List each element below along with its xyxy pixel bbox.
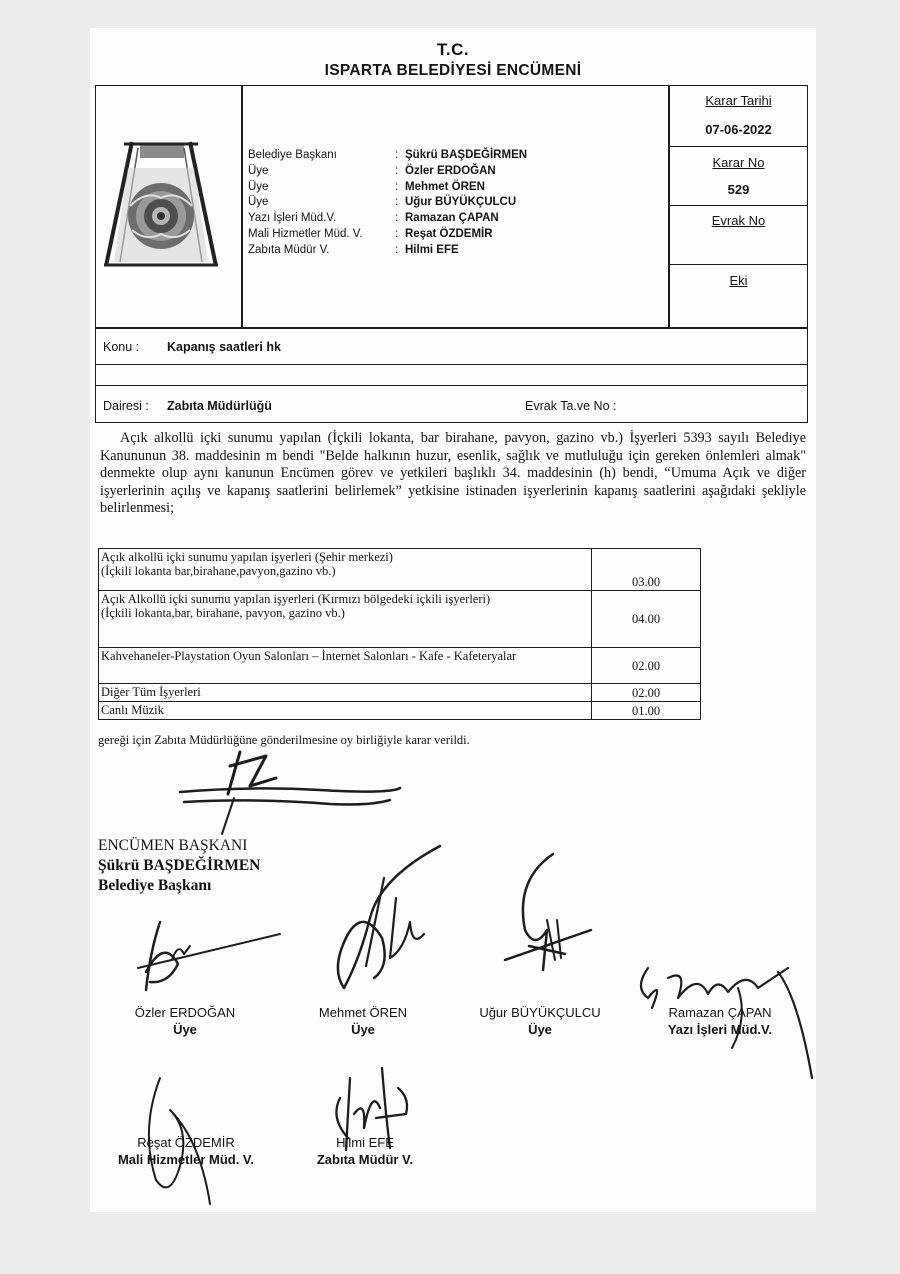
president-title: ENCÜMEN BAŞKANI (98, 837, 248, 854)
closing-sentence: gereği için Zabıta Müdürlüğüne gönderilmesine oy birliğiyle karar verildi. (98, 733, 470, 747)
separator: : (395, 212, 399, 225)
dairesi-value: Zabıta Müdürlüğü (167, 399, 272, 413)
signatory-block (290, 1134, 440, 1168)
closing-time-cell: 02.00 (592, 684, 701, 702)
business-type-line: (İçkili lokanta bar,birahane,pavyon,gazino vb.) (101, 564, 336, 578)
table-row (99, 648, 701, 684)
signatory-role: Üye (173, 1022, 197, 1037)
member-name: Hilmi EFE (405, 243, 459, 256)
closing-time-cell: 03.00 (592, 549, 701, 591)
president-role: Belediye Başkanı (98, 877, 212, 894)
dairesi-label: Dairesi : (103, 399, 149, 413)
signatory-name: Hilmi EFE (336, 1135, 394, 1150)
president-block (98, 836, 260, 896)
signatory-name: Ramazan ÇAPAN (668, 1005, 772, 1020)
header-line2: ISPARTA BELEDİYESİ ENCÜMENİ (324, 62, 582, 79)
konu-value: Kapanış saatleri hk (167, 340, 281, 354)
member-role: Zabıta Müdür V. (248, 243, 330, 256)
business-type-line: Kahvehaneler-Playstation Oyun Salonları – İnternet Salonları - Kafe - Kafeteryalar (101, 649, 517, 663)
evrak-ta-label: Evrak Ta.ve No : (525, 399, 617, 413)
table-row (99, 702, 701, 720)
eki-label: Eki (729, 273, 748, 288)
closing-time-cell: 01.00 (592, 702, 701, 720)
decision-body (100, 430, 806, 518)
signatory-role: Üye (528, 1022, 552, 1037)
meta-line-1 (668, 146, 808, 147)
separator: : (395, 196, 399, 209)
business-type-line: Diğer Tüm İşyerleri (101, 685, 201, 699)
separator: : (395, 243, 399, 256)
decision-paragraph: Açık alkollü içki sunumu yapılan (İçkili lokanta, bar birahane, pavyon, gazino vb.) İşyerleri 5393 sayılı Belediye Kanununun 38. maddesinin m bendi "Belde halkının huzur, esenlik, sağlık ve mutluluğu için gereken önlemleri almak" denmekte olup aynı kanunun Encümen görev ve yetkileri başlıklı 34. maddesinin (h) bendi, “Umuma Açık ve diğer işyerlerinin açılış ve kapanış saatlerini belirlemek” yetkisine istinaden işyerlerinin kapanış saatlerini aşağıdaki şekliyle belirlenmesi; (100, 430, 806, 517)
business-type-cell (99, 591, 592, 648)
signatory-role: Yazı İşleri Müd.V. (667, 1022, 773, 1037)
closing-time-cell: 02.00 (592, 648, 701, 684)
member-names (405, 148, 527, 259)
member-roles (248, 148, 363, 259)
member-role: Üye (248, 180, 269, 193)
signature-president-icon (170, 742, 410, 842)
member-role: Yazı İşleri Müd.V. (248, 212, 337, 225)
meta-line-2 (668, 205, 808, 206)
closing-time-cell: 04.00 (592, 591, 701, 648)
signature-buyukculcu-icon (495, 850, 605, 980)
signatory-name: Mehmet ÖREN (318, 1005, 408, 1020)
business-type-cell (99, 702, 592, 720)
header-divider-left (241, 85, 243, 328)
konu-label: Konu : (103, 340, 140, 354)
municipality-logo-icon (100, 138, 222, 272)
member-name: Ramazan ÇAPAN (405, 212, 499, 225)
karar-tarihi-label: Karar Tarihi (705, 93, 772, 108)
business-type-cell (99, 684, 592, 702)
member-role: Belediye Başkanı (248, 149, 337, 161)
member-name: Özler ERDOĞAN (405, 164, 496, 177)
business-type-cell (99, 648, 592, 684)
signatory-block (110, 1004, 260, 1038)
header-line1: T.C. (436, 40, 470, 59)
table-row (99, 684, 701, 702)
signatory-name: Reşat ÖZDEMİR (137, 1135, 235, 1150)
signatory-name: Özler ERDOĞAN (134, 1005, 236, 1020)
business-type-cell (99, 549, 592, 591)
separator: : (395, 180, 399, 193)
evrak-no-label: Evrak No (711, 213, 766, 228)
member-name: Reşat ÖZDEMİR (405, 227, 493, 240)
member-name: Mehmet ÖREN (405, 180, 485, 193)
spacer-row (95, 364, 808, 386)
signatory-block (288, 1004, 438, 1038)
meta-line-3 (668, 264, 808, 265)
business-type-line: Açık Alkollü içki sunumu yapılan işyerleri (Kırmızı bölgedeki içkili işyerleri) (101, 592, 491, 606)
karar-tarihi-value: 07-06-2022 (705, 122, 772, 137)
member-separators (395, 148, 398, 259)
business-type-line: Açık alkollü içki sunumu yapılan işyerleri (Şehir merkezi) (101, 550, 393, 564)
member-role: Üye (248, 164, 269, 177)
member-name: Şükrü BAŞDEĞİRMEN (405, 149, 528, 161)
member-name: Uğur BÜYÜKÇULCU (405, 196, 517, 209)
signatory-role: Üye (351, 1022, 375, 1037)
separator: : (395, 227, 399, 240)
signature-erdogan-icon (120, 912, 290, 1002)
business-type-line: Canlı Müzik (101, 703, 164, 717)
signatory-block (460, 1004, 620, 1038)
karar-no-value: 529 (727, 182, 750, 197)
table-row (99, 591, 701, 648)
member-role: Üye (248, 196, 269, 209)
signatory-role: Mali Hizmetler Müd. V. (117, 1152, 255, 1167)
karar-no-label: Karar No (712, 155, 765, 170)
business-type-line: (İçkili lokanta,bar, birahane, pavyon, gazino vb.) (101, 606, 345, 620)
signatory-name: Uğur BÜYÜKÇULCU (479, 1005, 601, 1020)
separator: : (395, 149, 399, 161)
signatory-block (96, 1134, 276, 1168)
signatory-block (640, 1004, 800, 1038)
signatory-role: Zabıta Müdür V. (316, 1152, 414, 1167)
signature-oren-icon (300, 838, 450, 998)
table-row (99, 549, 701, 591)
closing-hours-table (98, 548, 701, 720)
member-role: Mali Hizmetler Müd. V. (248, 227, 363, 240)
president-name: Şükrü BAŞDEĞİRMEN (98, 857, 261, 874)
separator: : (395, 164, 399, 177)
